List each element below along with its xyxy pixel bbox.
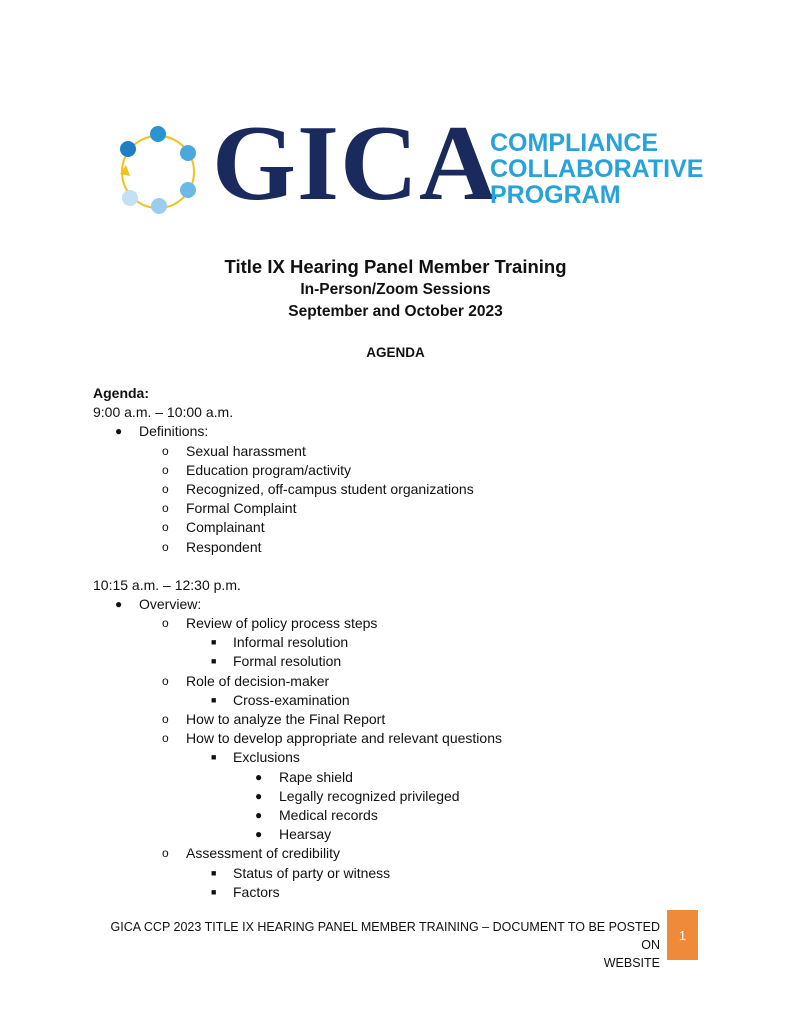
circle-bullet-icon: o: [162, 731, 169, 746]
bullet-icon: ●: [115, 424, 123, 439]
document-heading: [0, 255, 791, 323]
square-bullet-icon: ■: [211, 752, 217, 763]
page-footer: [100, 918, 660, 972]
list-item-label: Overview:: [139, 595, 202, 612]
logo-tagline-line: COLLABORATIVE: [490, 155, 704, 183]
logo-wordmark: GICA: [212, 104, 499, 223]
bullet-icon: ●: [255, 788, 263, 803]
list-item-label: Medical records: [279, 806, 378, 823]
document-subtitle: In-Person/Zoom Sessions: [300, 281, 491, 298]
list-item: [93, 422, 713, 441]
cycle-ring-icon: [108, 122, 208, 222]
list-item-label: Definitions:: [139, 423, 209, 440]
square-bullet-icon: ■: [211, 867, 217, 878]
circle-bullet-icon: o: [162, 846, 169, 861]
gica-logo: [108, 104, 704, 223]
list-item-label: Exclusions: [233, 749, 300, 766]
list-item-label: Factors: [233, 883, 280, 900]
list-item-label: Sexual harassment: [186, 442, 306, 459]
circle-bullet-icon: o: [162, 501, 169, 516]
logo-tagline-line: PROGRAM: [490, 181, 621, 209]
session-time: 10:15 a.m. – 12:30 p.m.: [93, 576, 241, 593]
list-item-label: Legally recognized privileged: [279, 787, 460, 804]
list-item: [93, 652, 713, 671]
circle-bullet-icon: o: [162, 539, 169, 554]
list-item-label: Role of decision-maker: [186, 672, 330, 689]
bullet-icon: ●: [115, 596, 123, 611]
circle-bullet-icon: o: [162, 520, 169, 535]
list-item: [93, 806, 713, 825]
list-item: [93, 538, 713, 557]
circle-bullet-icon: o: [162, 712, 169, 726]
square-bullet-icon: ■: [211, 694, 217, 705]
bullet-icon: ●: [255, 769, 263, 784]
list-item: [93, 825, 713, 844]
list-item: [93, 710, 713, 729]
list-item: [93, 614, 713, 633]
list-item: [93, 633, 713, 652]
circle-bullet-icon: o: [162, 443, 169, 458]
list-item-label: How to analyze the Final Report: [186, 711, 386, 727]
list-item: [93, 748, 713, 767]
agenda-heading: AGENDA: [366, 345, 425, 360]
logo-tagline-line: COMPLIANCE: [490, 129, 659, 157]
list-item-label: Status of party or witness: [233, 864, 391, 881]
list-item: [93, 787, 713, 806]
list-item: [93, 518, 713, 537]
document-title: Title IX Hearing Panel Member Training: [224, 256, 567, 277]
list-item: [93, 844, 713, 863]
bullet-icon: ●: [255, 827, 263, 842]
bullet-icon: ●: [255, 807, 263, 822]
list-item: [93, 595, 713, 614]
footer-text: GICA CCP 2023 TITLE IX HEARING PANEL MEMBER TRAINING – DOCUMENT TO BE POSTED ON: [110, 920, 660, 952]
list-item: [93, 691, 713, 710]
circle-bullet-icon: o: [162, 481, 169, 496]
list-item-label: How to develop appropriate and relevant questions: [186, 730, 502, 747]
list-item-label: Formal resolution: [233, 653, 342, 670]
list-item: [93, 672, 713, 691]
list-item-label: Complainant: [186, 519, 265, 536]
footer-text: WEBSITE: [603, 956, 660, 970]
list-item-label: Assessment of credibility: [186, 845, 341, 862]
circle-bullet-icon: o: [162, 616, 169, 631]
square-bullet-icon: ■: [211, 637, 217, 648]
list-item-label: Rape shield: [279, 768, 353, 785]
list-item-label: Formal Complaint: [186, 500, 297, 517]
list-item-label: Education program/activity: [186, 461, 351, 478]
page-number: 1: [667, 910, 698, 960]
list-item-label: Recognized, off-campus student organizations: [186, 480, 474, 497]
agenda-label: Agenda:: [93, 385, 149, 401]
document-dates: September and October 2023: [288, 303, 503, 320]
square-bullet-icon: ■: [211, 656, 217, 667]
logo-tagline: [490, 130, 703, 208]
circle-bullet-icon: o: [162, 673, 169, 688]
list-item: [93, 461, 713, 480]
list-item: [93, 864, 713, 883]
list-item-label: Review of policy process steps: [186, 615, 378, 632]
list-item-label: Cross-examination: [233, 691, 350, 708]
list-item: [93, 883, 713, 902]
session-time: 9:00 a.m. – 10:00 a.m.: [93, 404, 234, 421]
list-item-label: Hearsay: [279, 826, 332, 843]
list-item: [93, 729, 713, 748]
circle-bullet-icon: o: [162, 462, 169, 477]
list-item: [93, 768, 713, 787]
square-bullet-icon: ■: [211, 886, 217, 897]
list-item: [93, 442, 713, 461]
list-item: [93, 480, 713, 499]
list-item-label: Informal resolution: [233, 634, 349, 651]
list-item: [93, 499, 713, 518]
list-item-label: Respondent: [186, 538, 262, 555]
agenda-body: [93, 384, 713, 902]
